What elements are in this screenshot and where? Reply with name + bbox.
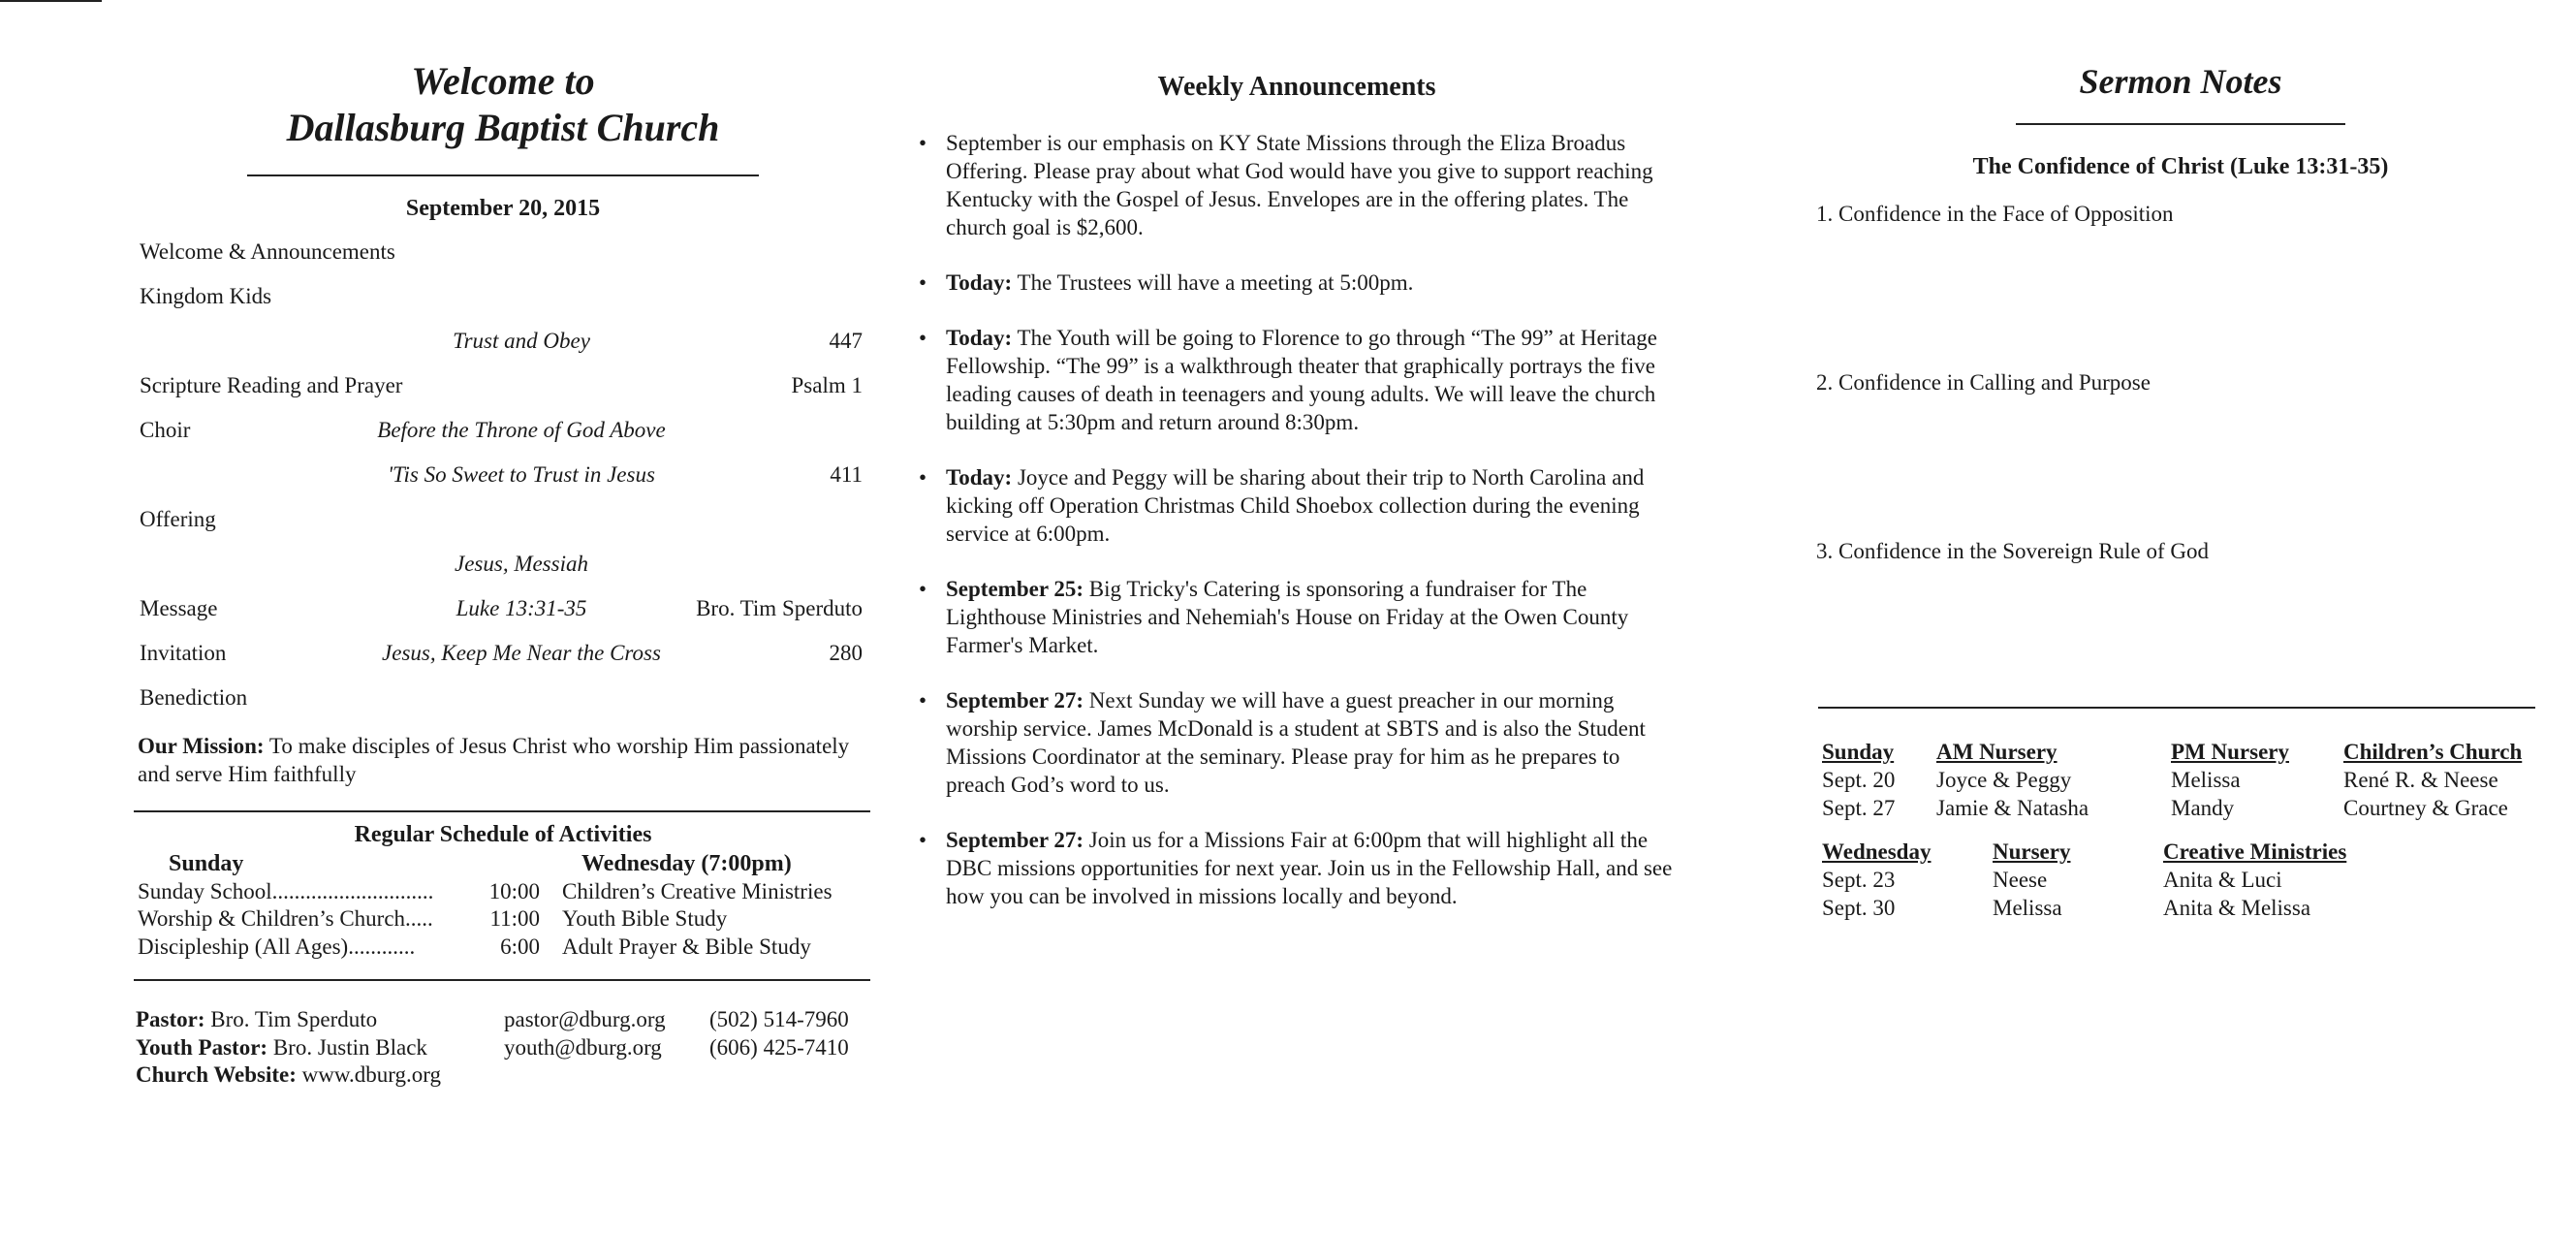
sermon-notes-panel	[1812, 0, 2549, 922]
sunday-activity-time: 10:00	[488, 878, 540, 903]
schedule-table	[134, 849, 872, 962]
schedule-title: Regular Schedule of Activities	[354, 821, 652, 847]
order-item-ref: Bro. Tim Sperduto	[696, 596, 863, 620]
bullet-icon: •	[919, 688, 927, 712]
announcement-item	[919, 269, 1675, 297]
order-item-label: Invitation	[140, 641, 227, 665]
announcement-text: Next Sunday we will have a guest preacher in our morning worship service. James McDonald is a student at SBTS and is also the Student Missions Coordinator at the seminary. Please pray for him as he prepares to preach God’s word to us.	[946, 688, 1646, 797]
order-row	[134, 407, 872, 452]
order-row	[134, 229, 872, 273]
scan-edge-mark	[0, 0, 102, 2]
order-of-worship-panel	[134, 0, 872, 1090]
order-row	[134, 496, 872, 541]
sunday-nursery-table	[1822, 738, 2549, 822]
order-row	[134, 363, 872, 407]
nursery-cell: Sept. 27	[1822, 796, 1896, 820]
wednesday-heading: Wednesday (7:00pm)	[581, 850, 792, 876]
announcements-panel	[919, 0, 1675, 937]
nursery-divider	[1818, 707, 2535, 709]
announcement-lead: September 27:	[946, 688, 1084, 712]
nursery-cell: Joyce & Peggy	[1936, 768, 2072, 792]
sunday-activity	[138, 905, 540, 934]
announcements-title: Weekly Announcements	[1157, 72, 1436, 102]
order-item-label: Message	[140, 596, 218, 620]
announcement-item	[919, 686, 1675, 799]
order-item-label: Kingdom Kids	[140, 284, 272, 308]
youth-phone: (606) 425-7410	[709, 1034, 849, 1060]
nursery-header: Children’s Church	[2343, 740, 2523, 764]
sunday-heading: Sunday	[169, 850, 244, 876]
nursery-header: PM Nursery	[2171, 740, 2289, 764]
announcement-text: Big Tricky's Catering is sponsoring a fundraiser for The Lighthouse Ministries and Nehemiah's House on Friday at the Owen County Farmer's Market.	[946, 577, 1629, 657]
order-item-ref: 280	[829, 641, 863, 665]
sermon-points	[1812, 201, 2549, 707]
order-row	[134, 586, 872, 630]
announcement-lead: Today:	[946, 465, 1013, 490]
sermon-point: 1. Confidence in the Face of Opposition	[1816, 202, 2174, 226]
title-divider	[247, 174, 759, 176]
announcement-item	[919, 575, 1675, 659]
nursery-header: Wednesday	[1822, 839, 1932, 864]
nursery-cell: Melissa	[2171, 768, 2241, 792]
bullet-icon: •	[919, 270, 927, 295]
order-row	[134, 541, 872, 586]
youth-pastor-name: Bro. Justin Black	[272, 1034, 427, 1060]
announcement-lead: September 27:	[946, 828, 1084, 852]
announcement-item	[919, 826, 1675, 910]
welcome-title	[134, 58, 872, 151]
nursery-header: AM Nursery	[1936, 740, 2058, 764]
schedule-divider-bottom	[134, 979, 870, 981]
order-item-title: Jesus, Keep Me Near the Cross	[382, 641, 661, 665]
nursery-cell: Melissa	[1993, 896, 2062, 920]
announcement-item	[919, 129, 1675, 241]
announcements-list	[919, 129, 1675, 910]
order-row	[134, 273, 872, 318]
youth-pastor-line	[136, 1034, 504, 1062]
sermon-title: The Confidence of Christ (Luke 13:31-35)	[1972, 154, 2389, 179]
order-item-title: 'Tis So Sweet to Trust in Jesus	[388, 462, 655, 487]
wednesday-activity: Adult Prayer & Bible Study	[562, 934, 811, 959]
announcement-item	[919, 463, 1675, 548]
nursery-cell: Jamie & Natasha	[1936, 796, 2089, 820]
nursery-cell: Sept. 20	[1822, 768, 1896, 792]
nursery-cell: Courtney & Grace	[2343, 796, 2508, 820]
mission-text: To make disciples of Jesus Christ who worship Him passionately and serve Him faithfully	[138, 734, 850, 786]
mission-label: Our Mission:	[138, 734, 265, 758]
sunday-activity-name: Sunday School.............................	[138, 878, 434, 903]
wednesday-activity: Children’s Creative Ministries	[562, 878, 832, 903]
nursery-cell: Neese	[1993, 868, 2048, 892]
sunday-activity-name: Discipleship (All Ages)............	[138, 934, 416, 959]
sermon-point: 3. Confidence in the Sovereign Rule of God	[1816, 539, 2209, 563]
youth-email: youth@dburg.org	[504, 1034, 662, 1060]
announcement-text: The Youth will be going to Florence to go through “The 99” at Heritage Fellowship. “The 99” is a walkthrough theater that graphically portrays the five leading causes of death in teenagers and young adults. We will leave the church building at 5:30pm and return around 8:30pm.	[946, 326, 1658, 434]
announcement-text: September is our emphasis on KY State Missions through the Eliza Broadus Offering. Please pray about what God would have you give to support reaching Kentucky with the Gospel of Jesus. Envelopes are in the offering plates. The church goal is $2,600.	[946, 131, 1653, 239]
order-item-ref: 447	[829, 329, 863, 353]
service-date: September 20, 2015	[405, 196, 601, 221]
sunday-activity-name: Worship & Children’s Church.....	[138, 906, 433, 932]
bullet-icon: •	[919, 465, 927, 490]
announcement-lead: September 25:	[946, 577, 1084, 601]
bullet-icon: •	[919, 131, 927, 155]
nursery-cell: Sept. 30	[1822, 896, 1896, 920]
sunday-activity-time: 6:00	[500, 934, 540, 959]
announcement-text: Join us for a Missions Fair at 6:00pm that will highlight all the DBC missions opportunities for next year. Join us in the Fellowship Hall, and see how you can be involved in missions locally and beyond.	[946, 828, 1673, 908]
sunday-activity-time: 11:00	[489, 906, 540, 932]
order-row	[134, 318, 872, 363]
pastor-name: Bro. Tim Sperduto	[210, 1006, 378, 1031]
nursery-cell: Anita & Melissa	[2163, 896, 2311, 920]
pastor-phone: (502) 514-7960	[709, 1006, 849, 1031]
order-item-label: Welcome & Announcements	[140, 239, 395, 264]
website-url: www.dburg.org	[301, 1062, 441, 1088]
welcome-title-line1: Welcome to	[411, 59, 595, 103]
youth-pastor-label: Youth Pastor:	[136, 1034, 268, 1060]
nursery-cell: René R. & Neese	[2343, 768, 2498, 792]
sunday-activity	[138, 934, 540, 962]
sunday-schedule	[138, 849, 540, 962]
order-of-service	[134, 229, 872, 719]
announcement-lead: Today:	[946, 270, 1013, 295]
order-item-label: Scripture Reading and Prayer	[140, 373, 403, 397]
wednesday-activity: Youth Bible Study	[562, 906, 728, 932]
contact-info	[134, 1006, 872, 1090]
order-item-ref: Psalm 1	[791, 373, 863, 397]
schedule-divider-top	[134, 810, 870, 812]
order-item-title: Luke 13:31-35	[456, 596, 587, 620]
website-line	[136, 1061, 874, 1090]
sermon-title-divider	[2016, 123, 2345, 125]
order-item-title: Before the Throne of God Above	[377, 418, 666, 442]
order-item-label: Choir	[140, 418, 191, 442]
nursery-cell: Sept. 23	[1822, 868, 1896, 892]
order-row	[134, 675, 872, 719]
nursery-header: Sunday	[1822, 740, 1895, 764]
order-item-title: Jesus, Messiah	[455, 552, 588, 576]
order-item-ref: 411	[830, 462, 863, 487]
sunday-activity	[138, 878, 540, 906]
sermon-notes-title: Sermon Notes	[2079, 62, 2282, 101]
announcement-lead: Today:	[946, 326, 1013, 350]
pastor-email: pastor@dburg.org	[504, 1006, 666, 1031]
sermon-point: 2. Confidence in Calling and Purpose	[1816, 370, 2151, 395]
order-item-label: Offering	[140, 507, 216, 531]
nursery-cell: Anita & Luci	[2163, 868, 2282, 892]
pastor-line	[136, 1006, 504, 1034]
nursery-header: Nursery	[1993, 839, 2071, 864]
welcome-title-line2: Dallasburg Baptist Church	[286, 106, 720, 149]
bullet-icon: •	[919, 326, 927, 350]
announcement-item	[919, 324, 1675, 436]
bullet-icon: •	[919, 828, 927, 852]
wednesday-schedule	[558, 849, 868, 962]
order-item-title: Trust and Obey	[453, 329, 590, 353]
wednesday-nursery-table	[1822, 838, 2549, 922]
announcement-text: Joyce and Peggy will be sharing about their trip to North Carolina and kicking off Operation Christmas Child Shoebox collection during the evening service at 6:00pm.	[946, 465, 1645, 546]
website-label: Church Website:	[136, 1062, 297, 1088]
bullet-icon: •	[919, 577, 927, 601]
order-row	[134, 452, 872, 496]
nursery-cell: Mandy	[2171, 796, 2235, 820]
mission-statement	[134, 733, 872, 789]
order-item-label: Benediction	[140, 685, 248, 710]
pastor-label: Pastor:	[136, 1006, 205, 1031]
nursery-header: Creative Ministries	[2163, 839, 2347, 864]
announcement-text: The Trustees will have a meeting at 5:00pm.	[1017, 270, 1414, 295]
order-row	[134, 630, 872, 675]
